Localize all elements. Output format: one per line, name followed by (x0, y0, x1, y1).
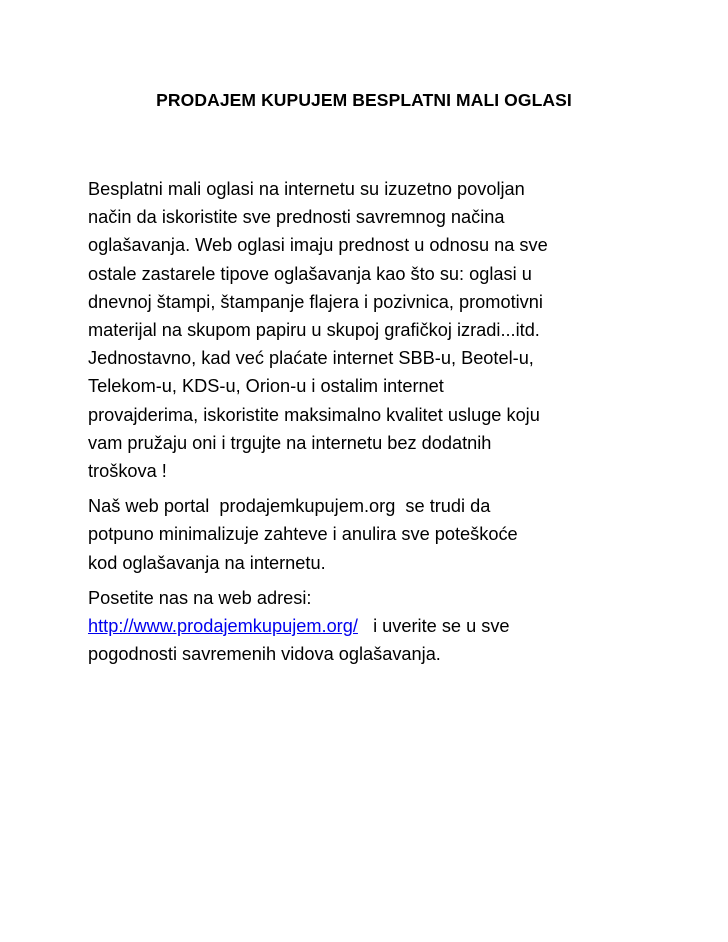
text-line: način da iskoristite sve prednosti savremnog načina (88, 207, 505, 228)
document-title: PRODAJEM KUPUJEM BESPLATNI MALI OGLASI (156, 90, 572, 110)
text-fragment: i uverite se u sve (357, 616, 510, 637)
text-line: Jednostavno, kad već plaćate internet SBB-u, Beotel-u, (88, 348, 534, 369)
paragraph-intro (88, 175, 668, 485)
text-line: pogodnosti savremenih vidova oglašavanja. (88, 644, 441, 665)
text-line: Posetite nas na web adresi: (88, 587, 312, 608)
text-line: potpuno minimalizuje zahteve i anulira sve poteškoće (88, 524, 518, 545)
text-line: troškova ! (88, 461, 167, 482)
text-line: Telekom-u, KDS-u, Orion-u i ostalim internet (88, 376, 444, 397)
text-line: Besplatni mali oglasi na internetu su izuzetno povoljan (88, 179, 525, 199)
text-line: kod oglašavanja na internetu. (88, 552, 326, 573)
paragraph-visit (88, 584, 668, 669)
text-line: materijal na skupom papiru u skupoj grafičkoj izradi...itd. (88, 320, 540, 341)
website-link[interactable]: http://www.prodajemkupujem.org/ (88, 616, 358, 637)
text-line: vam pružaju oni i trgujte na internetu bez dodatnih (88, 432, 492, 453)
text-line: provajderima, iskoristite maksimalno kvalitet usluge koju (88, 404, 540, 425)
text-line: oglašavanja. Web oglasi imaju prednost u odnosu na sve (88, 235, 548, 256)
paragraph-portal (88, 492, 668, 577)
document-body (88, 175, 668, 675)
text-line: ostale zastarele tipove oglašavanja kao što su: oglasi u (88, 263, 532, 284)
text-line: dnevnoj štampi, štampanje flajera i pozivnica, promotivni (88, 291, 543, 312)
text-line (88, 612, 668, 640)
text-line: Naš web portal prodajemkupujem.org se trudi da (88, 496, 491, 517)
